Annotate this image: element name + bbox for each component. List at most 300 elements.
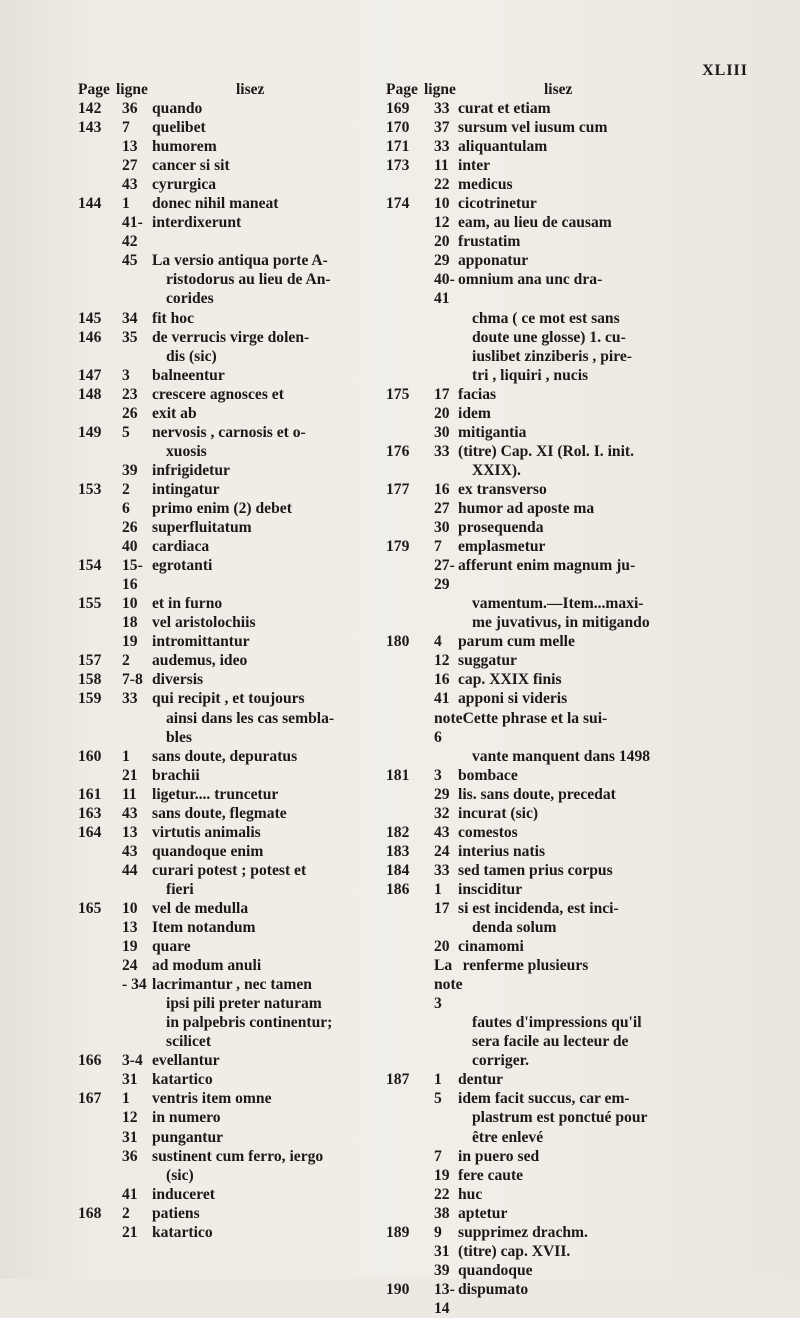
correction-text: plastrum est ponctué pour [472,1109,648,1127]
errata-row [386,442,692,461]
correction-text: Cette phrase et la sui- [462,709,608,727]
line-ref: 7 [434,538,442,556]
correction-text: ligetur.... truncetur [152,785,279,803]
line-ref: 24 [122,957,138,975]
page-number: XLIII [702,62,748,79]
page-ref: 182 [386,823,410,841]
correction-text: cap. XXIX finis [458,671,562,689]
line-ref: 24 [434,842,450,860]
errata-row [78,994,390,1013]
line-ref: 17 [434,899,450,917]
line-ref: 19 [122,938,138,956]
correction-text: medicus [458,176,513,194]
errata-row [78,518,390,537]
correction-text: quelibet [152,119,206,137]
line-ref: 13 [122,919,138,937]
errata-column-left [78,80,390,1242]
line-ref: - 34 [122,976,147,994]
line-ref: 34 [122,309,138,327]
correction-text: renferme plusieurs [462,957,589,975]
line-ref: 29 [434,252,450,270]
column-header [386,80,692,99]
line-ref: 33 [434,861,450,879]
errata-row [78,1108,390,1127]
line-ref: 13 [122,138,138,156]
page-ref: 189 [386,1223,410,1241]
line-ref: 41 [434,690,450,708]
errata-row [78,956,390,975]
line-ref: 27-29 [434,557,455,594]
errata-rows [78,99,390,1242]
line-ref: 33 [122,690,138,708]
correction-text: de verrucis virge dolen- [152,328,310,346]
correction-text: corriger. [472,1052,529,1070]
line-ref: 41 [122,1185,138,1203]
page-ref: 173 [386,157,410,175]
line-ref: 45 [122,252,138,270]
page-ref: 155 [78,595,102,613]
line-ref: 13 [122,823,138,841]
errata-row [386,956,692,1013]
errata-row [386,670,692,689]
page-ref: 159 [78,690,102,708]
correction-text: vante manquent dans 1498 [472,747,651,765]
page-ref: 144 [78,195,102,213]
line-ref: 20 [434,938,450,956]
errata-row [78,251,390,270]
correction-text: vel de medulla [152,899,249,917]
correction-text: bles [166,728,192,746]
errata-row [386,766,692,785]
page-ref: 179 [386,538,410,556]
line-ref: 22 [434,1185,450,1203]
correction-text: patiens [152,1204,200,1222]
correction-text: parum cum melle [458,633,575,651]
errata-row [386,1032,692,1051]
errata-row [386,1204,692,1223]
errata-row [386,1013,692,1032]
line-ref: 38 [434,1204,450,1222]
errata-row [78,689,390,708]
line-ref: 1 [122,195,130,213]
correction-text: ainsi dans les cas sembla- [166,709,335,727]
correction-text: frustatim [458,233,521,251]
errata-row [386,1261,692,1280]
line-ref: 3 [122,366,130,384]
page-ref: 148 [78,385,102,403]
errata-row [386,118,692,137]
page-ref: 168 [78,1204,102,1222]
errata-row [78,766,390,785]
correction-text: sed tamen prius corpus [458,861,613,879]
errata-row [78,556,390,594]
errata-row [78,613,390,632]
page-ref: 147 [78,366,102,384]
errata-row [78,270,390,289]
line-ref: 26 [122,519,138,537]
correction-text: cardiaca [152,538,210,556]
page-ref: 166 [78,1052,102,1070]
correction-text: emplasmetur [458,538,546,556]
correction-text: omnium ana unc dra- [458,271,603,289]
errata-row [386,328,692,347]
correction-text: balneentur [152,366,225,384]
errata-row [78,670,390,689]
errata-row [78,137,390,156]
correction-text: exit ab [152,404,197,422]
correction-text: pungantur [152,1128,224,1146]
correction-text: ex transverso [458,480,547,498]
page-ref: 180 [386,633,410,651]
line-ref: note 6 [434,709,463,746]
correction-text: curari potest ; potest et [152,861,307,879]
correction-text: in palpebris continentur; [166,1014,333,1032]
correction-text: interius natis [458,842,546,860]
errata-row [78,728,390,747]
correction-text: interdixerunt [152,214,242,232]
errata-row [386,404,692,423]
line-ref: 44 [122,861,138,879]
line-ref: 32 [434,804,450,822]
line-ref: 11 [434,157,449,175]
correction-text: denda solum [472,919,557,937]
line-ref: 43 [122,176,138,194]
correction-text: audemus, ideo [152,652,248,670]
correction-text: me juvativus, in mitigando [472,614,650,632]
correction-text: idem facit succus, car em- [458,1090,630,1108]
errata-row [78,899,390,918]
line-ref: 30 [434,519,450,537]
errata-row [78,1166,390,1185]
errata-row [386,804,692,823]
correction-text: dentur [458,1071,504,1089]
correction-text: scilicet [166,1033,212,1051]
correction-text: apponi si videris [458,690,568,708]
errata-row [78,880,390,899]
line-ref: 35 [122,328,138,346]
line-ref: 7 [122,119,130,137]
correction-text: humor ad aposte ma [458,499,595,517]
errata-row [386,347,692,366]
errata-row [386,556,692,594]
correction-text: fere caute [458,1166,524,1184]
correction-text: ristodorus au lieu de An- [166,271,331,289]
correction-text: afferunt enim magnum ju- [458,557,636,575]
correction-text: dispumato [458,1280,529,1298]
errata-row [78,842,390,861]
errata-row [386,1070,692,1089]
errata-row [78,1128,390,1147]
header-ligne: ligne [424,81,456,98]
correction-text: egrotanti [152,557,213,575]
correction-text: corides [166,290,214,308]
errata-row [78,499,390,518]
correction-text: facias [458,385,497,403]
line-ref: 2 [122,1204,130,1222]
errata-row [386,1185,692,1204]
errata-row [386,194,692,213]
line-ref: 39 [434,1261,450,1279]
correction-text: incurat (sic) [458,804,539,822]
line-ref: 15-16 [122,557,143,594]
errata-row [78,1147,390,1166]
page-ref: 187 [386,1071,410,1089]
errata-row [386,1147,692,1166]
correction-text: cyrurgica [152,176,217,194]
errata-row [78,289,390,308]
errata-row [78,1204,390,1223]
correction-text: superfluitatum [152,519,252,537]
correction-text: in numero [152,1109,221,1127]
correction-text: evellantur [152,1052,220,1070]
line-ref: 43 [434,823,450,841]
correction-text: katartico [152,1071,213,1089]
correction-text: fieri [166,880,194,898]
errata-row [386,251,692,270]
correction-text: curat et etiam [458,100,551,117]
page-ref: 171 [386,138,410,156]
errata-row [386,385,692,404]
correction-text: être enlevé [472,1128,544,1146]
errata-row [78,747,390,766]
line-ref: 26 [122,404,138,422]
correction-text: et in furno [152,595,223,613]
errata-row [78,594,390,613]
line-ref: 23 [122,385,138,403]
correction-text: apponatur [458,252,529,270]
errata-row [386,480,692,499]
correction-text: nervosis , carnosis et o- [152,423,306,441]
errata-row [386,918,692,937]
line-ref: 20 [434,233,450,251]
errata-row [386,594,692,613]
line-ref: 7-8 [122,671,143,689]
errata-row [78,709,390,728]
errata-row [78,1070,390,1089]
errata-row [386,1223,692,1242]
errata-row [78,918,390,937]
correction-text: in puero sed [458,1147,540,1165]
line-ref: 20 [434,404,450,422]
errata-row [78,1185,390,1204]
page-ref: 183 [386,842,410,860]
line-ref: 9 [434,1223,442,1241]
line-ref: 1 [434,1071,442,1089]
line-ref: 1 [122,1090,130,1108]
errata-row [78,1089,390,1108]
errata-row [386,613,692,632]
correction-text: eam, au lieu de causam [458,214,612,232]
header-page: Page [386,81,418,98]
errata-row [386,270,692,308]
correction-text: brachii [152,766,200,784]
correction-text: huc [458,1185,483,1203]
correction-text: dis (sic) [166,347,217,365]
correction-text: sera facile au lecteur de [472,1033,629,1051]
line-ref: 11 [122,785,137,803]
correction-text: si est incidenda, est inci- [458,899,619,917]
correction-text: La versio antiqua porte A- [152,252,328,270]
errata-row [386,709,692,747]
errata-row [386,156,692,175]
correction-text: (sic) [166,1166,194,1184]
page-ref: 163 [78,804,102,822]
correction-text: XXIX). [472,461,521,479]
correction-text: ipsi pili preter naturam [166,995,322,1013]
line-ref: 43 [122,804,138,822]
line-ref: 18 [122,614,138,632]
errata-row [386,1051,692,1070]
errata-row [78,975,390,994]
errata-row [386,937,692,956]
errata-row [386,175,692,194]
errata-row [78,937,390,956]
errata-row [78,1051,390,1070]
correction-text: donec nihil maneat [152,195,279,213]
line-ref: 2 [122,652,130,670]
correction-text: suggatur [458,652,517,670]
page-ref: 190 [386,1280,410,1298]
errata-row [386,537,692,556]
errata-row [386,861,692,880]
column-header [78,80,390,99]
correction-text: sans doute, flegmate [152,804,287,822]
correction-text: prosequenda [458,519,544,537]
line-ref: 17 [434,385,450,403]
header-ligne: ligne [116,81,148,98]
correction-text: humorem [152,138,217,156]
errata-row [386,689,692,708]
errata-row [78,404,390,423]
line-ref: 19 [434,1166,450,1184]
correction-text: tri , liquiri , nucis [472,366,589,384]
errata-row [78,385,390,404]
page-ref: 146 [78,328,102,346]
correction-text: aliquantulam [458,138,548,156]
line-ref: 21 [122,1223,138,1241]
correction-text: bombace [458,766,518,784]
errata-row [386,632,692,651]
correction-text: vamentum.—Item...maxi- [472,595,644,613]
errata-row [78,118,390,137]
correction-text: cinamomi [458,938,524,956]
page-ref: 143 [78,119,102,137]
header-lisez: lisez [236,81,265,98]
errata-row [386,518,692,537]
line-ref: 12 [434,214,450,232]
page-ref: 169 [386,100,410,117]
correction-text: cancer si sit [152,157,230,175]
errata-row [78,1223,390,1242]
errata-row [78,651,390,670]
page-ref: 186 [386,880,410,898]
errata-row [386,747,692,766]
errata-row [78,461,390,480]
page-ref: 174 [386,195,410,213]
correction-text: insciditur [458,880,523,898]
page-ref: 153 [78,480,102,498]
errata-row [78,823,390,842]
line-ref: 16 [434,671,450,689]
line-ref: 31 [122,1071,138,1089]
line-ref: 33 [434,138,450,156]
correction-text: lacrimantur , nec tamen [152,976,312,994]
correction-text: chma ( ce mot est sans [472,309,620,327]
correction-text: lis. sans doute, precedat [458,785,616,803]
page-ref: 161 [78,785,102,803]
errata-row [386,461,692,480]
errata-row [386,232,692,251]
line-ref: 2 [122,480,130,498]
correction-text: katartico [152,1223,213,1241]
page-ref: 170 [386,119,410,137]
line-ref: 30 [434,423,450,441]
errata-column-right [386,80,692,1318]
errata-row [78,213,390,251]
correction-text: sustinent cum ferro, iergo [152,1147,324,1165]
errata-row [386,1128,692,1147]
line-ref: 7 [434,1147,442,1165]
line-ref: 10 [122,899,138,917]
line-ref: 5 [122,423,130,441]
line-ref: 37 [434,119,450,137]
errata-row [386,309,692,328]
errata-row [78,804,390,823]
correction-text: quare [152,938,191,956]
correction-text: vel aristolochiis [152,614,256,632]
page-ref: 176 [386,442,410,460]
errata-row [386,1108,692,1127]
line-ref: 43 [122,842,138,860]
correction-text: inter [458,157,491,175]
correction-text: supprimez drachm. [458,1223,588,1241]
errata-row [78,632,390,651]
correction-text: fautes d'impressions qu'il [472,1014,642,1032]
page-ref: 184 [386,861,410,879]
errata-row [386,1242,692,1261]
errata-row [386,213,692,232]
correction-text: infrigidetur [152,461,230,479]
line-ref: 12 [434,652,450,670]
line-ref: 41-42 [122,214,143,251]
errata-row [386,1166,692,1185]
correction-text: ad modum anuli [152,957,262,975]
line-ref: 33 [434,442,450,460]
correction-text: virtutis animalis [152,823,261,841]
line-ref: 13-14 [434,1280,455,1317]
line-ref: 40 [122,538,138,556]
page-ref: 164 [78,823,102,841]
errata-row [386,366,692,385]
errata-row [78,175,390,194]
line-ref: 40-41 [434,271,455,308]
correction-text: cicotrinetur [458,195,537,213]
line-ref: 3 [434,766,442,784]
errata-row [78,99,390,118]
errata-row [386,99,692,118]
line-ref: 3-4 [122,1052,143,1070]
line-ref: 29 [434,785,450,803]
errata-row [386,423,692,442]
errata-rows [386,99,692,1318]
line-ref: 10 [122,595,138,613]
page-ref: 154 [78,557,102,575]
line-ref: 36 [122,100,138,117]
page-ref: 160 [78,747,102,765]
line-ref: 33 [434,100,450,117]
line-ref: 12 [122,1109,138,1127]
correction-text: (titre) cap. XVII. [458,1242,571,1260]
